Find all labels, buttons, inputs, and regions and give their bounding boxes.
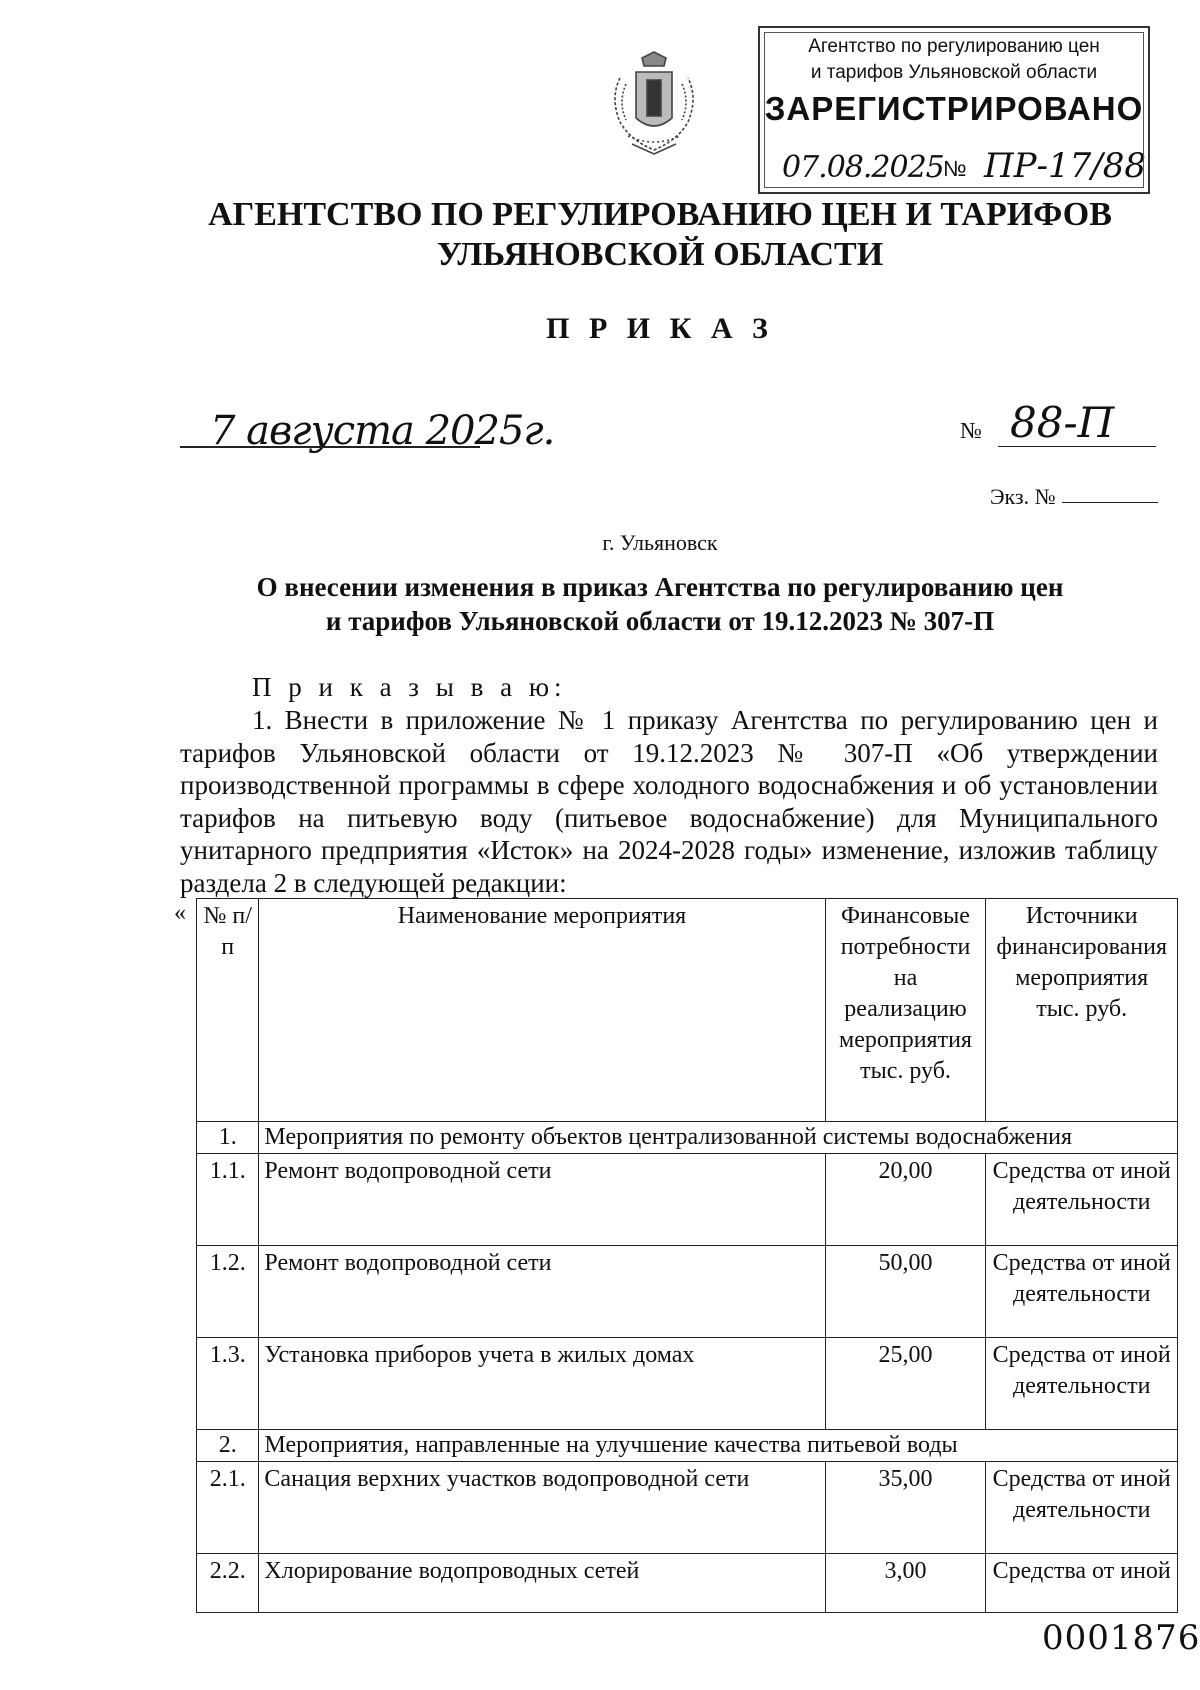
table-row-section (197, 1430, 1178, 1462)
copy-number-underline (1062, 502, 1158, 503)
table-header-row (197, 899, 1178, 1122)
header-num: № п/п (197, 899, 259, 1122)
row-source: Средства от иной (986, 1554, 1178, 1613)
row-cost: 50,00 (825, 1246, 986, 1338)
stamp-registered: ЗАРЕГИСТРИРОВАНО (764, 90, 1144, 127)
row-cost: 3,00 (825, 1554, 986, 1613)
row-source: Средства от иной деятельности (986, 1338, 1178, 1430)
registration-stamp (758, 26, 1150, 194)
quote-open-mark: « (174, 900, 186, 926)
stamp-date: 07.08.2025 (782, 150, 944, 185)
signing-date-underline (180, 446, 480, 448)
row-num: 1.2. (197, 1246, 259, 1338)
row-num: 2.2. (197, 1554, 259, 1613)
row-num: 1.3. (197, 1338, 259, 1430)
document-type: П Р И К А З (546, 312, 774, 345)
agency-title-line2: УЛЬЯНОВСКОЙ ОБЛАСТИ (436, 236, 884, 273)
section-title: Мероприятия, направленные на улучшение качества питьевой воды (259, 1430, 1178, 1462)
agency-title-line1: АГЕНТСТВО ПО РЕГУЛИРОВАНИЮ ЦЕН И ТАРИФОВ (208, 196, 1112, 233)
order-number-label: № (960, 418, 982, 443)
section-title: Мероприятия по ремонту объектов централизованной системы водоснабжения (259, 1122, 1178, 1154)
copy-number-label: Экз. № (990, 484, 1056, 509)
row-name: Санация верхних участков водопроводной сети (259, 1462, 825, 1554)
measures-table (196, 898, 1178, 1613)
stamp-number-label: № (943, 156, 967, 181)
city: г. Ульяновск (602, 530, 718, 555)
header-name: Наименование мероприятия (259, 899, 825, 1122)
order-paragraph-1 (180, 704, 1158, 899)
signing-date: 7 августа 2025г. (210, 408, 555, 454)
row-num: 2.1. (197, 1462, 259, 1554)
row-name: Хлорирование водопроводных сетей (259, 1554, 825, 1613)
order-number: 88-П (1010, 398, 1115, 447)
subject-line1: О внесении изменения в приказ Агентства по регулированию цен (256, 572, 1064, 602)
row-source: Средства от иной деятельности (986, 1246, 1178, 1338)
stamp-agency-line2: и тарифов Ульяновской области (810, 62, 1098, 83)
row-num: 2. (197, 1430, 259, 1462)
row-name: Ремонт водопроводной сети (259, 1154, 825, 1246)
coat-of-arms-icon (606, 48, 702, 160)
header-cost: Финансовые потребности на реализацию мероприятия тыс. руб. (825, 899, 986, 1122)
order-verb: П р и к а з ы в а ю: (252, 672, 567, 702)
order-number-underline (998, 446, 1156, 447)
row-source: Средства от иной деятельности (986, 1462, 1178, 1554)
row-name: Установка приборов учета в жилых домах (259, 1338, 825, 1430)
row-cost: 20,00 (825, 1154, 986, 1246)
table-row (197, 1554, 1178, 1613)
table-row (197, 1246, 1178, 1338)
row-num: 1.1. (197, 1154, 259, 1246)
table-row (197, 1154, 1178, 1246)
table-row (197, 1338, 1178, 1430)
table-row-section (197, 1122, 1178, 1154)
table-row (197, 1462, 1178, 1554)
row-num: 1. (197, 1122, 259, 1154)
row-cost: 25,00 (825, 1338, 986, 1430)
order-paragraph-1-text: 1. Внести в приложение № 1 приказу Агентства по регулированию цен и тарифов Ульяновской области от 19.12.2023 № 307-П «Об утверждении производственной программы в сфере холодного водоснабжения и об установлении тарифов на питьевую воду (питьевое водоснабжение) для Муниципального унитарного предприятия «Исток» на 2024-2028 годы» изменение, изложив таблицу раздела 2 в следующей редакции: (180, 705, 1158, 898)
stamp-agency-line1: Агентство по регулированию цен (808, 36, 1100, 57)
subject-line2: и тарифов Ульяновской области от 19.12.2023 № 307-П (325, 606, 995, 636)
row-name: Ремонт водопроводной сети (259, 1246, 825, 1338)
header-source: Источники финансирования мероприятия тыс. руб. (986, 899, 1178, 1122)
form-serial-number: 0001876 (1042, 1618, 1200, 1658)
stamp-number: ПР-17/88 (984, 146, 1146, 186)
row-source: Средства от иной деятельности (986, 1154, 1178, 1246)
row-cost: 35,00 (825, 1462, 986, 1554)
